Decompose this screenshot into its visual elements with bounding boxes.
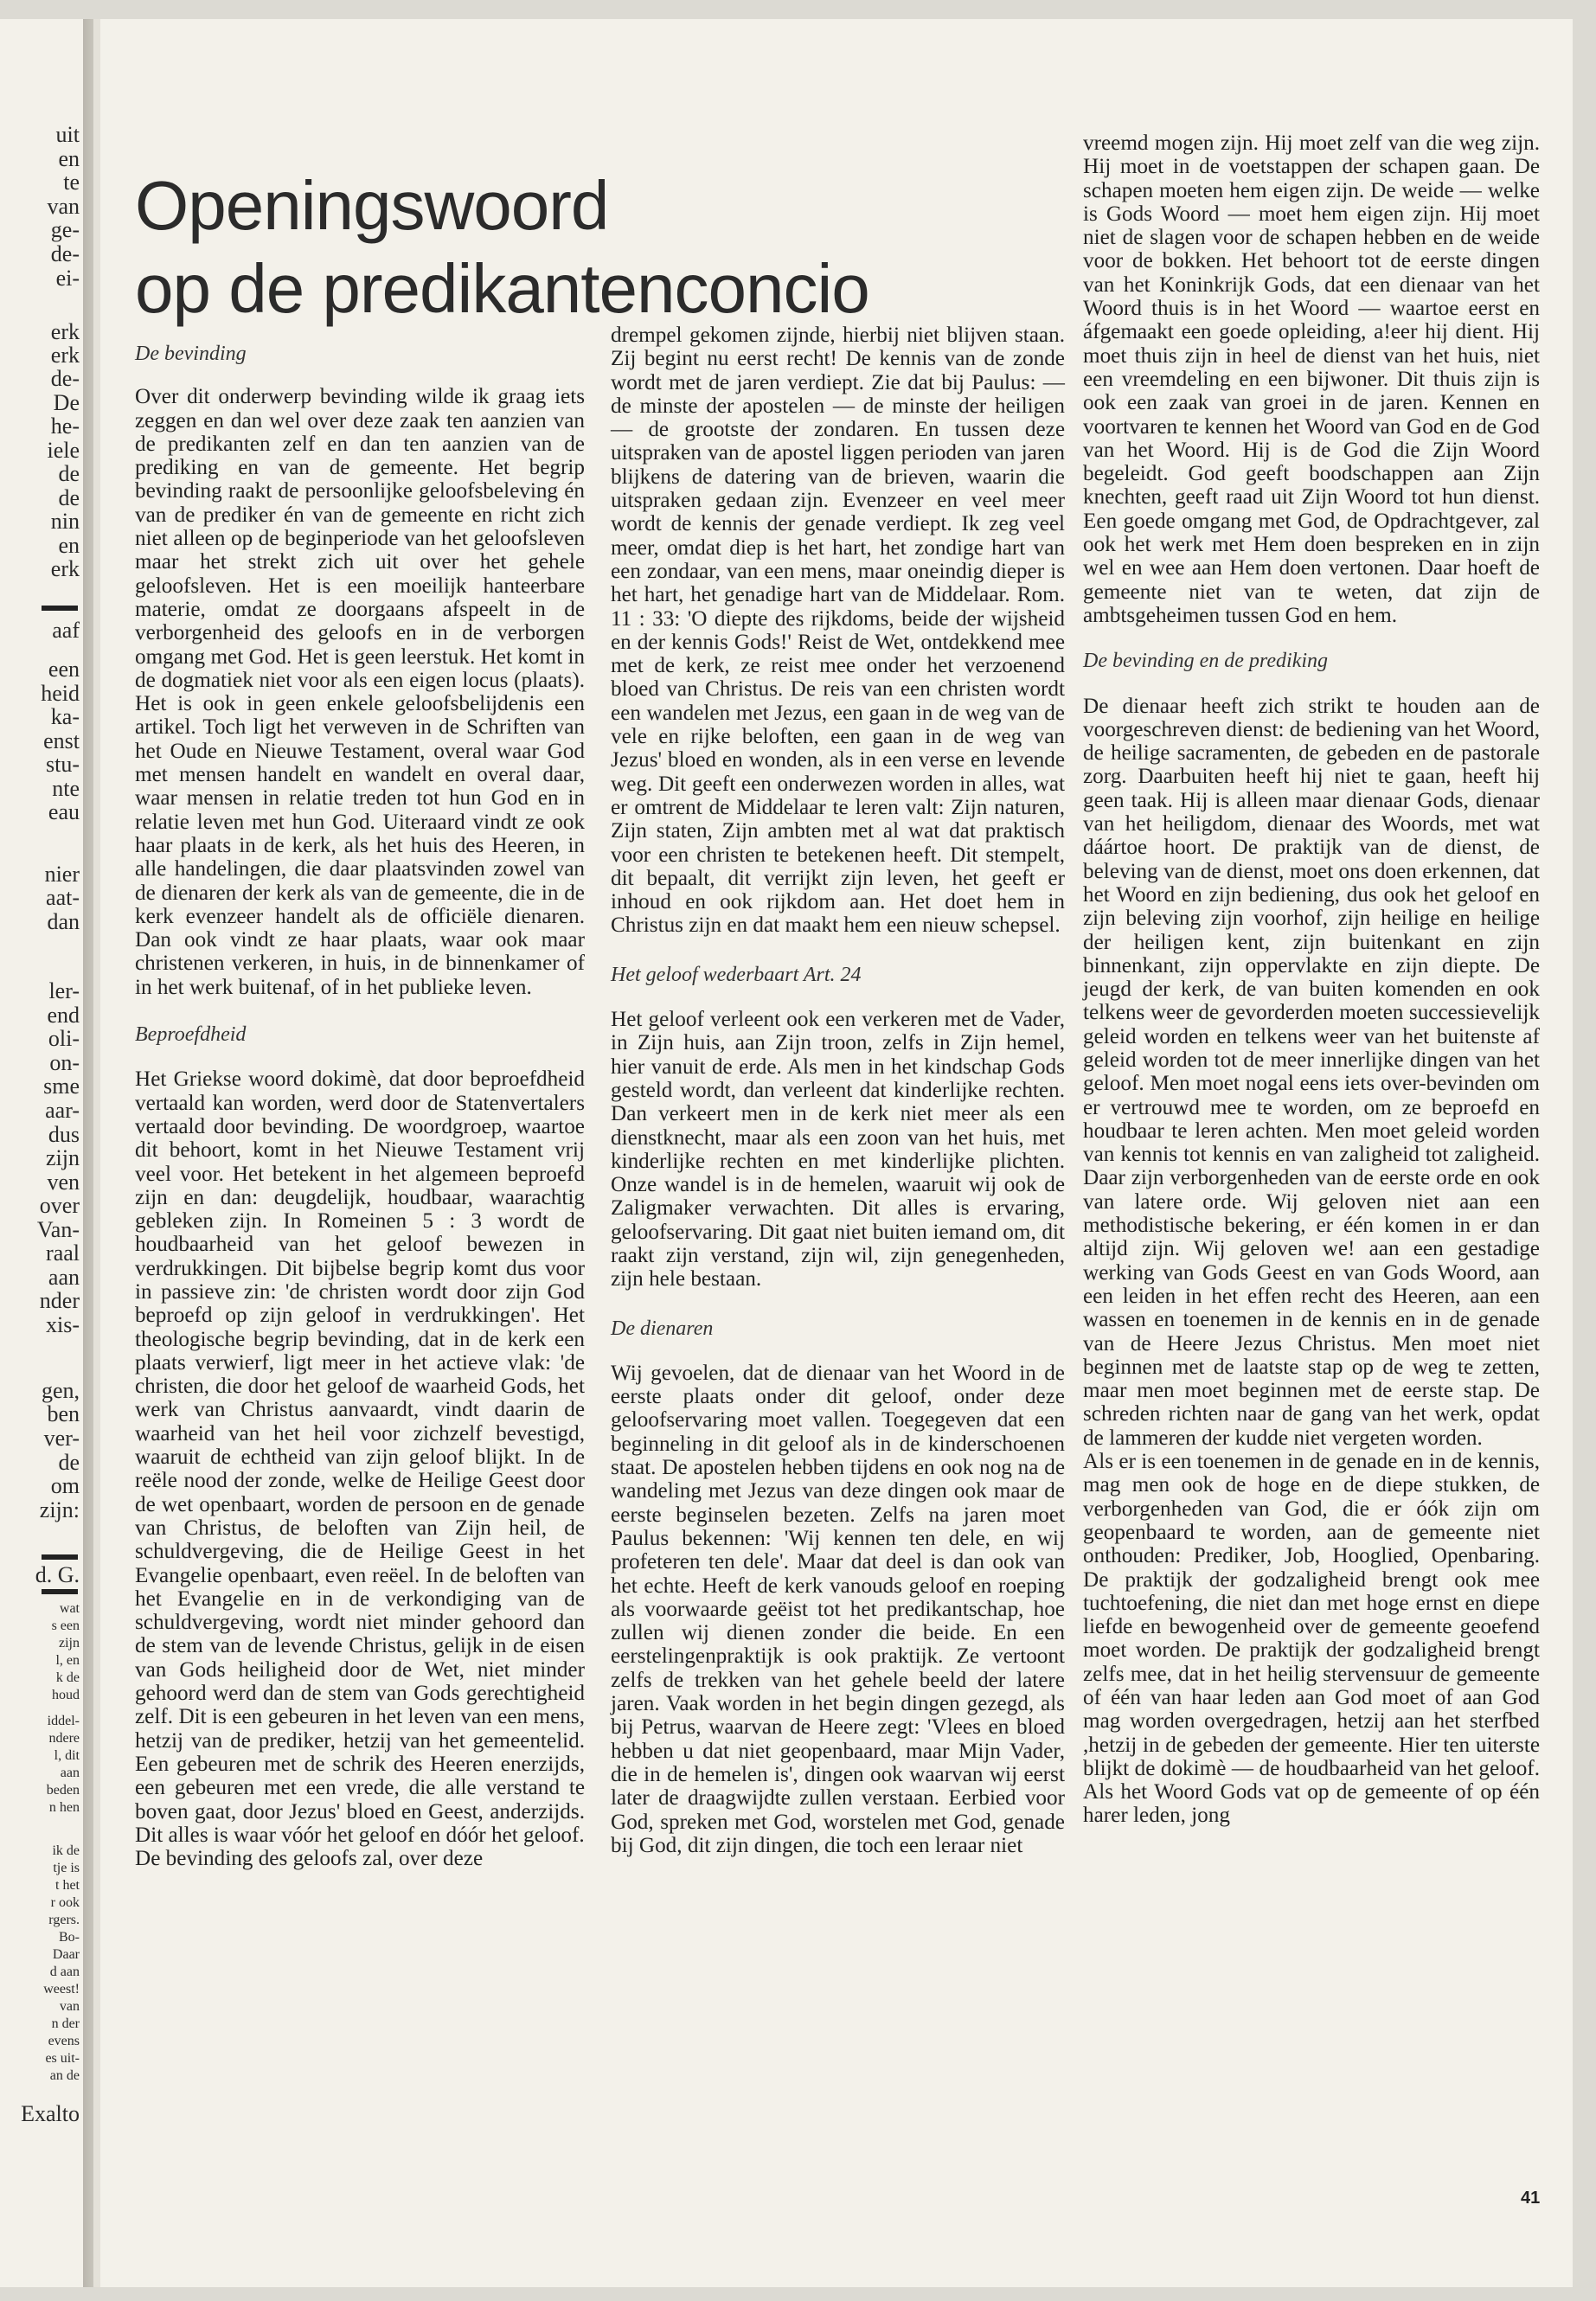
paragraph: Het geloof verleent ook een verkeren met de Vader, in Zijn huis, aan Zijn troon, zelfs in Zijn hemel, hier vanuit de erde. Als men in het kindschap Gods gesteld wordt, dan verleent dat kinderlijke rechten. Dan verkeert men in de kerk niet meer als een dienstknecht, maar als een zoon van het huis, met kinderlijke rechten en met kinderlijke plichten. Onze wandel is in de hemelen, waaruit wij ook de Zaligmaker verwachten. Dit alles is ervaring, geloofservaring. Dit gaat niet buiten iemand om, dit raakt zijn verstand, zijn wil, zijn genegenheden, zijn hele bestaan. [611,1008,1065,1292]
previous-column-fragment: ge- [50,217,80,242]
title-line-1: Openingswoord [135,167,609,244]
previous-column-fragment: gen, [41,1378,80,1403]
previous-column-fragment: l, dit [54,1748,80,1763]
previous-column-fragment: van [59,1999,80,2014]
title-line-2: op de predikantenconcio [135,250,869,327]
previous-column-fragment: Bo- [59,1930,80,1945]
previous-column-fragment: Daar [52,1947,80,1962]
previous-column-fragment: nder [39,1288,80,1313]
page-number: 41 [1521,2189,1541,2208]
previous-column-fragment: Exalto [21,2101,80,2126]
previous-column-fragment: heid [41,681,80,706]
previous-column-fragment: wat [59,1601,80,1616]
section-heading-prediking: De bevinding en de prediking [1083,650,1329,673]
previous-column-fragment: oli- [48,1026,80,1051]
previous-column-fragment: aaf [52,618,80,643]
previous-column-fragment: enst [43,728,80,753]
section-heading-dienaren: De dienaren [611,1317,714,1340]
separator-rule [42,606,78,611]
previous-column-fragment: ler- [48,978,80,1003]
section-heading-bevinding: De bevinding [135,343,247,365]
previous-column-fragment: erk [50,343,80,368]
section-heading-beproefdheid: Beproefdheid [135,1023,247,1047]
paragraph: drempel gekomen zijnde, hierbij niet blijven staan. Zij begint nu eerst recht! De kennis van de zonde wordt met de jaren verdiept. Zie dat bij Paulus: — de minste der apostelen — de minste der heiligen — de grootste der zondaren. En tussen deze uitspraken van de apostel liggen perioden van jaren blijkens de datering van de brieven, waarin die uitspraken gedaan zijn. Evenzeer en veel meer wordt de kennis der genade verdiept. Ik zeg veel meer, omdat diep is het hart, het zondige hart van een zondaar, van een mens, maar oneindig dieper is het hart, het genadige hart van de Middelaar. Rom. 11 : 33: 'O diepte des rijkdoms, beide der wijsheid en der kennis Gods!' Reist de Wet, ontdekkend mee met de kerk, ze reist mee onder het verzoenend bloed van Christus. De reis van een christen wordt een wandelen met Jezus, een gaan in de weg van de vele en rijke beloften, een gaan in de weg van Jezus' bloed en wonden, als in een verse en levende weg. Dit geeft een onderwezen worden in alles, wat er omtrent de Middelaar te leren valt: Zijn naturen, Zijn staten, Zijn ambten met al wat dat praktisch voor een christen te betekenen heeft. Dit stempelt, dit bepaalt, dit verrijkt zijn leven, het geeft er inhoud en ook rijkdom aan. Het doet hem in Christus zijn en dat maakt hem een nieuw schepsel. [611,324,1065,938]
previous-column-fragment: weest! [43,1982,80,1997]
previous-column-fragment: l, en [55,1653,80,1668]
previous-column-fragment: uit [55,122,80,147]
previous-column-fragment: om [50,1473,80,1498]
previous-column-fragment: ka- [50,704,80,729]
previous-column-fragment: rgers. [48,1913,80,1927]
previous-column-fragment: aar- [45,1098,80,1123]
column-2 [611,324,1065,1857]
previous-column-fragment: es uit- [45,2051,80,2066]
previous-column-fragment: van [47,194,80,219]
separator-rule [42,1589,78,1594]
previous-column-fragment: erk [50,319,80,344]
previous-column-fragment: en [58,533,80,558]
previous-column-fragment: nier [44,862,80,887]
previous-column-fragment: beden [46,1783,80,1798]
previous-column-fragment: k de [55,1670,80,1685]
previous-column-fragment: on- [49,1050,80,1075]
previous-column-fragment: d. G. [35,1562,80,1587]
previous-column-fragment: iddel- [47,1714,80,1728]
previous-column-fragment: iele [47,438,80,463]
paragraph: De dienaar heeft zich strikt te houden aan de voorgeschreven dienst: de bediening van het Woord, de heilige sacramenten, de gebeden en de pastorale zorg. Daarbuiten heeft hij niet te gaan, heeft hij geen taak. Hij is alleen maar dienaar Gods, dienaar van het heiligdom, dienaar des Woords, met wat dáártoe hoort. De praktijk van de dienst, de beleving van de dienst, moet ons doen erkennen, dat het Woord en zijn bediening, dus ook het geloof en zijn beleving zijn voorhof, zijn heilige en heilige der heiligen kent, zijn buitenkant en zijn binnenkant, zijn oppervlakte en zijn diepte. De jeugd der kerk, de van buiten komenden en ook telkens weer de gevorderden moeten successievelijk geleid worden en telkens weer van het buitenste af geleid worden tot de meer innerlijke dingen van het geloof. Men moet nogal eens iets over-bevinden om er vertrouwd mee te worden, om ze beproefd en houdbaar te leren achten. Men moet geleid worden van kennis tot kennis en van zaligheid tot zaligheid. Daar zijn verborgenheden van de eerste orde en ook van latere orde. Wij geloven niet aan een methodistische bekering, er één komen in er dan altijd zijn. Wij geloven we! aan een gestadige werking van Gods Geest en van Gods Woord, aan een leiden in het effen recht des Heeren, aan een wassen en toenemen in de kennis en in de genade van de Heere Jezus Christus. Men moet niet beginnen met de laatste stap op de weg te zetten, maar men moet beginnen met de eerste stap. De schreden richten naar de gang van het werk, opdat de lammeren der kudde niet vergeten worden. [1083,694,1540,1450]
previous-column-fragment: n der [51,2016,80,2031]
spine-shadow [93,19,100,2287]
previous-column-fragment: r ook [50,1895,80,1910]
previous-column-fragment: ei- [55,266,80,291]
previous-column-fragment: over [39,1193,80,1218]
separator-rule [42,1554,78,1560]
previous-column-fragment: aan [60,1766,80,1780]
previous-column-fragment: ven [47,1170,80,1195]
previous-column-fragment: raal [46,1240,80,1266]
paragraph: Het Griekse woord dokimè, dat door beproefdheid vertaald kan worden, werd door de Statenvertalers vertaald door bevinding. De woordgroep, waartoe dit behoort, komt in het Nieuwe Testament vrij veel voor. Het betekent in het algemeen beproefd zijn en dan: deugdelijk, houdbaar, waarachtig gebleken zijn. In Romeinen 5 : 3 wordt de houdbaarheid van het geloof bewezen in verdrukkingen. Dit bijbelse begrip komt dus voor in passieve zin: 'de christen wordt door zijn God beproefd op zijn geloof in verdrukkingen'. Het theologische begrip bevinding, dat in de kerk een plaats verwierf, ligt meer in het actieve vlak: 'de christen, die door het geloof de waarheid Gods, het werk van Christus aanvaardt, vindt daarin de waarheid van het heil voor zichzelf bevestigd, waaruit de echtheid van zijn geloof blijkt. In de reële nood der zonde, welke de Heilige Geest door de wet openbaart, worden de persoon en de genade van Christus, de beloften van Zijn heil, de schuldvergeving, die de Heilige Geest in het Evangelie openbaart, even reëel. In de beloften van het Evangelie en in de verkondiging van de schuldvergeving, wordt niet minder gehoord dan de stem van de levende Christus, gelijk in de eisen van Gods heiligheid door de Wet, niet minder gehoord werd dan de stem van Gods gerechtigheid zelf. Dit is een gebeuren in het leven van een mens, hetzij van de prediker, hetzij van het gemeentelid. Een gebeuren met de schrik des Heeren enerzijds, een gebeuren met een vrede, die alle verstand te boven gaat, door Jezus' bloed en Geest, anderzijds. Dit alles is waar vóór het geloof en dóór het geloof. [135,1067,585,1847]
paragraph: vreemd mogen zijn. Hij moet zelf van die weg zijn. Hij moet in de voetstappen der schapen gaan. De schapen moeten hem eigen zijn. De weide — welke is Gods Woord — moet hem eigen zijn. Hij moet niet de slagen voor de schapen hebben en de weide voor de bokken. Het behoort tot de eerste dingen van het Koninkrijk Gods, dat een dienaar van het Woord thuis is in het Woord — waartoe eerst en áfgemaakt een goede opleiding, a!eer hij dient. Hij moet thuis zijn in heel de dienst van het huis, niet een vreemdeling en een bijwoner. Dit thuis zijn is ook een zaak van groei in de jaren. Kennen en voortvaren te kennen het Woord van God en de God van het Woord. Hij is de God die Zijn Woord begeleidt. God geeft boodschappen aan Zijn knechten, geeft raad uit Zijn Woord tot hun dienst. Een goede omgang met God, de Opdrachtgever, zal ook het werk met Hem doen bespreken en in zijn wel en wee aan Hem doen vertonen. Daar hoeft de gemeente niet van te weten, dat zijn de ambtsgeheimen tussen God en hem. [1083,131,1540,627]
previous-column-fragment: he- [50,413,80,439]
previous-column-fragment: ik de [52,1843,80,1858]
previous-column-fragment: zijn [46,1145,80,1170]
magazine-page [0,19,1573,2287]
previous-column-fragment: ndere [48,1731,80,1746]
previous-column-fragment: stu- [46,752,80,777]
previous-column-fragment: nte [52,776,80,801]
previous-column-fragment: de [58,485,80,510]
previous-column-fragment: nin [50,509,80,534]
previous-column-fragment: houd [52,1688,80,1702]
previous-column-fragment: erk [50,556,80,581]
previous-column-fragment: eau [48,799,80,824]
previous-column-fragment: te [63,170,80,195]
paragraph: Wij gevoelen, dat de dienaar van het Woord in de eerste plaats onder dit geloof, onder deze geloofservaring moet vallen. Toegegeven dat een beginneling in dit geloof als in de kinderschoenen staat. De apostelen hebben tijdens en ook nog na de wandeling met Jezus van deze dingen ook maar de eerste beginselen bezeten. Zelfs na jaren moet Paulus bekennen: 'Wij kennen ten dele, en wij profeteren ten dele'. Maar dat deel is dan ook van het echte. Heeft de kerk vanouds geloof en roeping als voorwaarde geëist tot het predikantschap, hoe zullen wij dienen zonder die beide. En een eerstelingenpraktijk is ook praktijk. Ze vertoont zelfs de trekken van het gehele beeld der latere jaren. Vaak worden in het begin dingen gezegd, als bij Petrus, waarvan de Heere zegt: 'Vlees en bloed hebben u dat niet geopenbaard, maar Mijn Vader, die in de hemelen is', dingen ook waarvan wij eerst later de draagwijdte zullen verstaan. Eerbied voor God, spreken met God, worstelen met God, genade bij God, dit zijn dingen, die toch een leraar niet [611,1361,1065,1857]
previous-column-fragment: De [53,390,80,415]
previous-column-fragments [0,19,83,2287]
previous-column-fragment: dus [48,1122,80,1147]
paragraph: Als er is een toenemen in de genade en in de kennis, mag men ook de hoge en de diepe stukken, de verborgenheden van God, die er óók zijn om geopenbaard te worden, aan de gemeente niet onthouden: Prediker, Job, Hooglied, Openbaring. De praktijk der godzaligheid brengt ook mee tuchtoefening, die niet dan met hoge ernst en diepe liefde en bewogenheid over de gemeente geoefend moet worden. De praktijk der godzaligheid brengt zelfs mee, dat in het heilig stervensuur de gemeente of één van haar leden aan God moet of aan God mag worden overgedragen, hetzij aan het sterfbed ,hetzij in de gebeden der gemeente. Hier ten uiterste blijkt de dokimè — de houdbaarheid van het geloof. Als het Woord Gods vat op de gemeente of op één harer leden, jong [1083,1450,1540,1828]
previous-column-fragment: sme [43,1074,80,1099]
previous-column-fragment: Van- [36,1217,80,1242]
previous-column-fragment: s een [51,1618,80,1633]
previous-column-fragment: t het [55,1878,80,1893]
previous-column-fragment: d aan [49,1965,80,1979]
previous-column-fragment: xis- [46,1312,80,1337]
previous-column-fragment: ben [47,1401,80,1426]
previous-column-fragment: end [47,1003,80,1028]
section-heading-geloof: Het geloof wederbaart Art. 24 [611,963,862,986]
previous-column-fragment: n hen [48,1800,80,1815]
previous-column-fragment: de [58,1450,80,1475]
previous-column-fragment: aat- [46,885,80,910]
paragraph: Over dit onderwerp bevinding wilde ik graag iets zeggen en dan wel over deze zaak ten aanzien van de predikanten zelf en dan ten aanzien van de prediking en van de gemeente. Het begrip bevinding raakt de persoonlijke geloofsbeleving én van de prediker én van de gemeente en richt zich niet alleen op de beginperiode van het geloofsleven maar het strekt zich uit over het gehele geloofsleven. Het is een moeilijk hanteerbare materie, omdat ze doorgaans afspeelt in de verborgenheid des geloofs en in de verborgen omgang met God. Het is geen leerstuk. Het komt in de dogmatiek niet voor als een eigen locus (plaats). Het is ook in geen enkele geloofsbelijdenis een artikel. Toch ligt het verweven in de Schriften van het Oude en Nieuwe Testament, overal waar God met mensen handelt en wandelt en overal daar, waar mensen in relatie treden tot hun God en in relatie leven met hun God. Uiteraard vindt ze ook haar plaats in de kerk, als het huis des Heeren, in alle handelingen, die daar plaatsvinden zowel van de dienaren der kerk als van de gemeente, die in de kerk evenzeer handelt als de officiële dienaren. Dan ook vindt ze haar plaats, waar ook maar christenen verkeren, in huis, in de binnenkamer of in het werk buitenaf, of in het publieke leven. [135,385,585,999]
column-3 [1083,131,1540,1828]
previous-column-fragment: ver- [43,1426,80,1451]
previous-column-fragment: aan [48,1265,80,1290]
previous-column-fragment: de- [50,241,80,266]
column-1 [135,343,585,1870]
paragraph: De bevinding des geloofs zal, over deze [135,1847,484,1871]
previous-column-fragment: dan [47,909,80,934]
previous-column-fragment: zijn: [39,1497,80,1522]
previous-column-fragment: zijn [59,1636,80,1650]
previous-column-fragment: an de [49,2068,80,2083]
previous-column-fragment: de- [50,366,80,391]
previous-column-fragment: evens [48,2034,80,2048]
page-gutter [83,19,93,2287]
previous-column-fragment: tje is [53,1861,80,1875]
article-title [135,164,869,330]
previous-column-fragment: en [58,146,80,171]
previous-column-fragment: de [58,461,80,486]
previous-column-fragment: een [48,657,80,682]
